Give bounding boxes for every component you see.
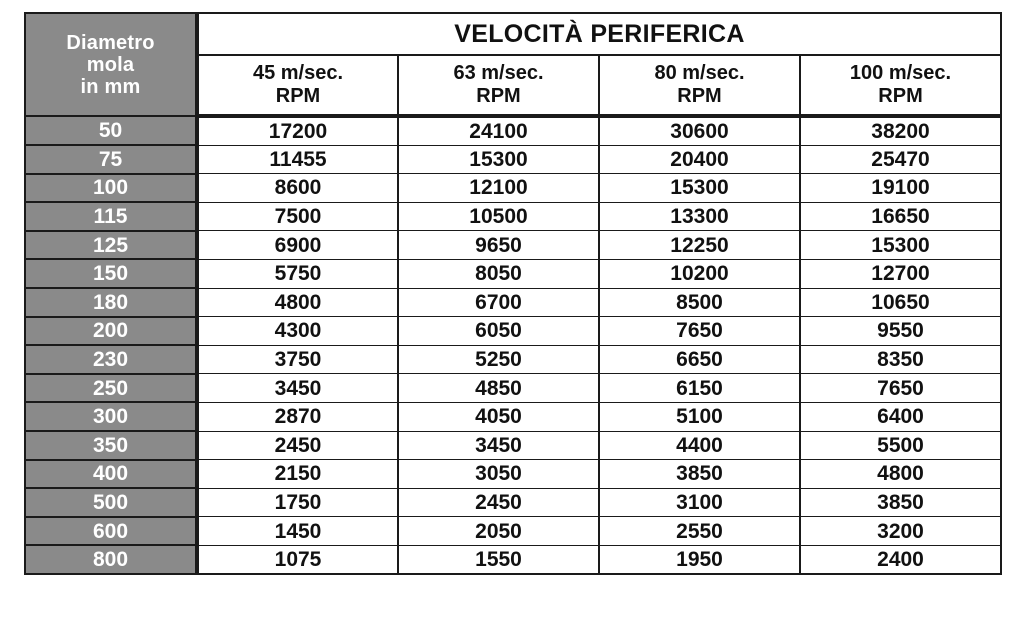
- rpm-cell: 5100: [599, 402, 800, 431]
- table-row: [25, 517, 1001, 546]
- rpm-cell: 2450: [398, 488, 599, 517]
- diameter-cell: 500: [25, 488, 197, 517]
- speed-column-header: [599, 55, 800, 116]
- rpm-cell: 6400: [800, 402, 1001, 431]
- rpm-cell: 9550: [800, 317, 1001, 346]
- speed-label: 45 m/sec.: [252, 62, 344, 84]
- rpm-cell: 7650: [599, 317, 800, 346]
- table-row: [25, 460, 1001, 489]
- rpm-cell: 6050: [398, 317, 599, 346]
- rpm-cell: 20400: [599, 145, 800, 174]
- table-row: [25, 402, 1001, 431]
- diameter-cell: 75: [25, 145, 197, 174]
- rpm-cell: 5250: [398, 345, 599, 374]
- table-row: [25, 288, 1001, 317]
- speed-column-header: [197, 55, 398, 116]
- diameter-cell: 400: [25, 460, 197, 489]
- diameter-cell: 300: [25, 402, 197, 431]
- table-row: [25, 545, 1001, 574]
- rpm-cell: 3050: [398, 460, 599, 489]
- rpm-cell: 38200: [800, 116, 1001, 145]
- rpm-cell: 3750: [197, 345, 398, 374]
- rpm-cell: 12700: [800, 259, 1001, 288]
- diameter-cell: 800: [25, 545, 197, 574]
- rpm-cell: 13300: [599, 202, 800, 231]
- diameter-cell: 250: [25, 374, 197, 403]
- rpm-cell: 4400: [599, 431, 800, 460]
- rpm-cell: 6150: [599, 374, 800, 403]
- table-row: [25, 259, 1001, 288]
- rpm-cell: 11455: [197, 145, 398, 174]
- rpm-cell: 8500: [599, 288, 800, 317]
- rpm-cell: 4050: [398, 402, 599, 431]
- rpm-cell: 10650: [800, 288, 1001, 317]
- table-row: [25, 174, 1001, 203]
- table-row: [25, 231, 1001, 260]
- rpm-cell: 30600: [599, 116, 800, 145]
- rpm-cell: 2400: [800, 545, 1001, 574]
- table-row: [25, 317, 1001, 346]
- diameter-header-line-3: in mm: [80, 75, 141, 98]
- diameter-header-line-1: Diametro: [66, 31, 155, 54]
- diameter-header-line-2: mola: [86, 53, 135, 76]
- diameter-cell: 600: [25, 517, 197, 546]
- rpm-cell: 1950: [599, 545, 800, 574]
- diameter-cell: 50: [25, 116, 197, 145]
- rpm-unit-label: RPM: [878, 85, 923, 107]
- rpm-unit-label: RPM: [275, 85, 321, 107]
- rpm-cell: 19100: [800, 174, 1001, 203]
- rpm-cell: 3850: [800, 488, 1001, 517]
- speed-label: 63 m/sec.: [453, 62, 544, 84]
- table-body: [25, 116, 1001, 574]
- rpm-cell: 4850: [398, 374, 599, 403]
- rpm-cell: 15300: [599, 174, 800, 203]
- table-row: [25, 488, 1001, 517]
- table-row: [25, 202, 1001, 231]
- rpm-cell: 5750: [197, 259, 398, 288]
- table-row: [25, 431, 1001, 460]
- rpm-cell: 3850: [599, 460, 800, 489]
- rpm-cell: 3450: [197, 374, 398, 403]
- rpm-cell: 10200: [599, 259, 800, 288]
- rpm-cell: 17200: [197, 116, 398, 145]
- rpm-cell: 8600: [197, 174, 398, 203]
- diameter-cell: 180: [25, 288, 197, 317]
- rpm-cell: 3100: [599, 488, 800, 517]
- rpm-unit-label: RPM: [677, 85, 722, 107]
- rpm-unit-label: RPM: [476, 85, 521, 107]
- rpm-cell: 8050: [398, 259, 599, 288]
- speed-column-header: [800, 55, 1001, 116]
- rpm-cell: 15300: [800, 231, 1001, 260]
- peripheral-speed-header: VELOCITÀ PERIFERICA: [197, 13, 1001, 55]
- rpm-cell: 2050: [398, 517, 599, 546]
- rpm-cell: 1075: [197, 545, 398, 574]
- diameter-cell: 150: [25, 259, 197, 288]
- rpm-cell: 24100: [398, 116, 599, 145]
- rpm-cell: 2450: [197, 431, 398, 460]
- rpm-cell: 5500: [800, 431, 1001, 460]
- rpm-cell: 4800: [800, 460, 1001, 489]
- rpm-cell: 8350: [800, 345, 1001, 374]
- table-row: [25, 345, 1001, 374]
- table-row: [25, 145, 1001, 174]
- speed-label: 100 m/sec.: [849, 62, 952, 84]
- diameter-header: [25, 13, 197, 116]
- rpm-cell: 1750: [197, 488, 398, 517]
- rpm-cell: 1550: [398, 545, 599, 574]
- rpm-cell: 6900: [197, 231, 398, 260]
- rpm-cell: 10500: [398, 202, 599, 231]
- rpm-cell: 4800: [197, 288, 398, 317]
- peripheral-speed-table: [24, 12, 1002, 575]
- diameter-cell: 125: [25, 231, 197, 260]
- rpm-cell: 2150: [197, 460, 398, 489]
- diameter-cell: 115: [25, 202, 197, 231]
- rpm-cell: 2550: [599, 517, 800, 546]
- rpm-cell: 4300: [197, 317, 398, 346]
- diameter-cell: 230: [25, 345, 197, 374]
- table-row: [25, 116, 1001, 145]
- rpm-cell: 12250: [599, 231, 800, 260]
- rpm-cell: 15300: [398, 145, 599, 174]
- rpm-cell: 6700: [398, 288, 599, 317]
- diameter-cell: 350: [25, 431, 197, 460]
- rpm-cell: 12100: [398, 174, 599, 203]
- rpm-cell: 1450: [197, 517, 398, 546]
- rpm-cell: 3200: [800, 517, 1001, 546]
- rpm-cell: 7650: [800, 374, 1001, 403]
- diameter-cell: 100: [25, 174, 197, 203]
- diameter-cell: 200: [25, 317, 197, 346]
- rpm-cell: 6650: [599, 345, 800, 374]
- speed-column-header: [398, 55, 599, 116]
- speed-label: 80 m/sec.: [654, 62, 745, 84]
- rpm-cell: 3450: [398, 431, 599, 460]
- rpm-cell: 16650: [800, 202, 1001, 231]
- rpm-table-container: [24, 12, 1001, 575]
- rpm-cell: 7500: [197, 202, 398, 231]
- rpm-cell: 25470: [800, 145, 1001, 174]
- table-row: [25, 374, 1001, 403]
- rpm-cell: 2870: [197, 402, 398, 431]
- rpm-cell: 9650: [398, 231, 599, 260]
